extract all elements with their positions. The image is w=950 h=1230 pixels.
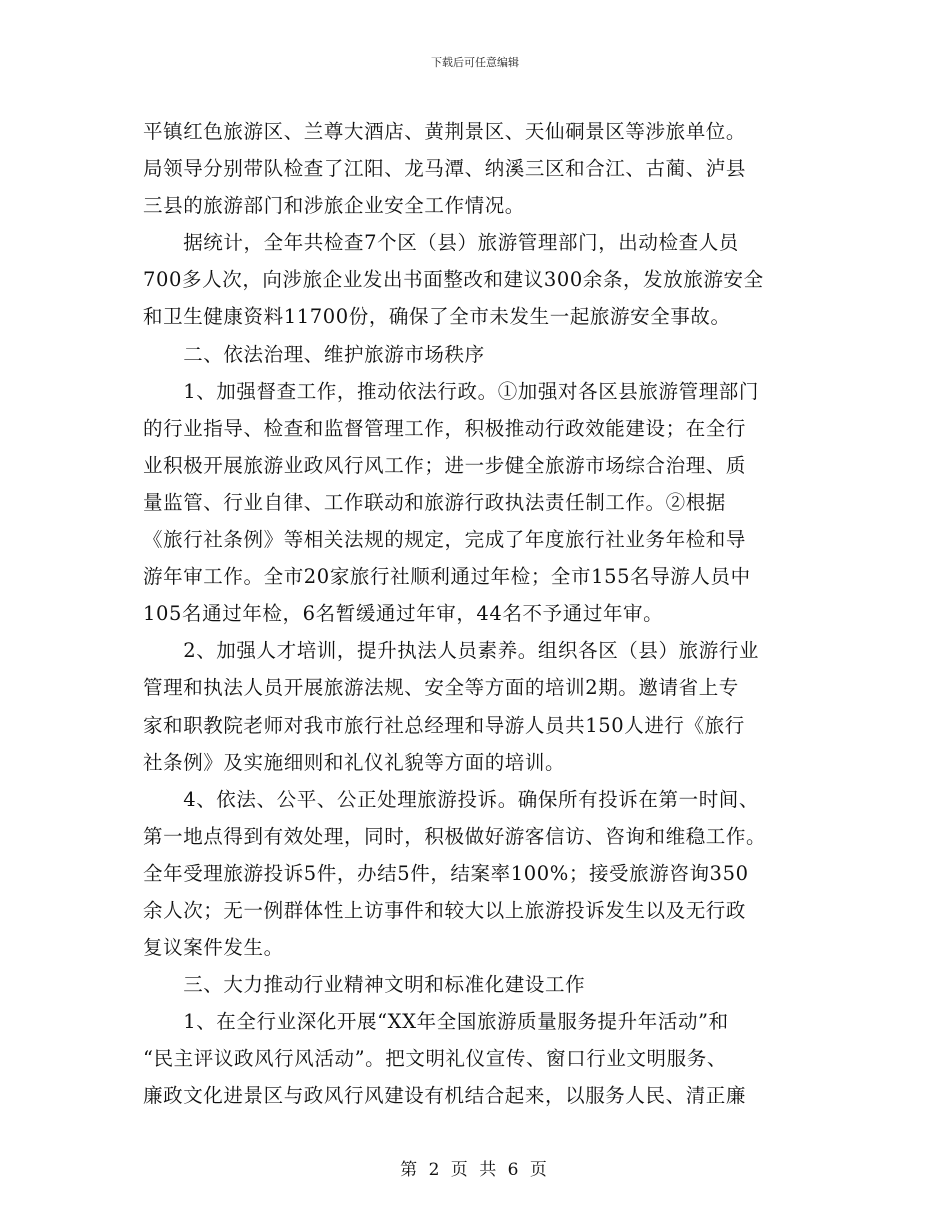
text-line: 三县的旅游部门和涉旅企业安全工作情况。 xyxy=(143,194,525,218)
text-line: 管理和执法人员开展旅游法规、安全等方面的培训2期。邀请省上专 xyxy=(143,676,739,700)
text-line: 廉政文化进景区与政风行风建设有机结合起来，以服务人民、清正廉 xyxy=(143,1084,747,1108)
text-line: 社条例》及实施细则和礼仪礼貌等方面的培训。 xyxy=(143,750,566,774)
text-line: 家和职教院老师对我市旅行社总经理和导游人员共150人进行《旅行 xyxy=(143,713,745,737)
text-line: 量监管、行业自律、工作联动和旅游行政执法责任制工作。②根据 xyxy=(143,490,726,514)
section-heading: 三、大力推动行业精神文明和标准化建设工作 xyxy=(143,973,586,997)
text-line: 平镇红色旅游区、兰尊大酒店、黄荆景区、天仙硐景区等涉旅单位。 xyxy=(143,120,747,143)
page-header: 下载后可任意编辑 xyxy=(431,56,519,69)
text-line: 局领导分别带队检查了江阳、龙马潭、纳溪三区和合江、古蔺、泸县 xyxy=(143,157,747,181)
section-heading: 二、依法治理、维护旅游市场秩序 xyxy=(143,342,485,366)
document-body xyxy=(143,113,811,1115)
text-line: 全年受理旅游投诉5件，办结5件，结案率100%；接受旅游咨询350 xyxy=(143,861,749,885)
text-line: 和卫生健康资料11700份，确保了全市未发生一起旅游安全事故。 xyxy=(143,305,731,329)
text-line: 游年审工作。全市20家旅行社顺利通过年检；全市155名导游人员中 xyxy=(143,565,751,589)
text-line: “民主评议政风行风活动”。把文明礼仪宣传、窗口行业文明服务、 xyxy=(143,1047,727,1071)
text-line: 复议案件发生。 xyxy=(143,936,284,960)
page-number-footer: 第 2 页 共 6 页 xyxy=(400,1160,550,1180)
text-line: 第一地点得到有效处理，同时，积极做好游客信访、咨询和维稳工作。 xyxy=(143,824,767,848)
text-line: 700多人次，向涉旅企业发出书面整改和建议300余条，发放旅游安全 xyxy=(143,268,764,292)
text-line: 105名通过年检，6名暂缓通过年审，44名不予通过年审。 xyxy=(143,602,664,626)
text-line: 据统计，全年共检查7个区（县）旅游管理部门，出动检查人员 xyxy=(143,231,739,255)
text-line: 《旅行社条例》等相关法规的规定，完成了年度旅行社业务年检和导 xyxy=(143,528,747,552)
text-line: 1、在全行业深化开展“XX年全国旅游质量服务提升年活动”和 xyxy=(143,1010,729,1034)
text-line: 余人次；无一例群体性上访事件和较大以上旅游投诉发生以及无行政 xyxy=(143,898,747,922)
text-line: 业积极开展旅游业政风行风工作；进一步健全旅游市场综合治理、质 xyxy=(143,453,747,477)
text-line: 2、加强人才培训，提升执法人员素养。组织各区（县）旅游行业 xyxy=(143,639,760,663)
text-line: 的行业指导、检查和监督管理工作，积极推动行政效能建设；在全行 xyxy=(143,416,747,440)
text-line: 1、加强督查工作，推动依法行政。①加强对各区县旅游管理部门 xyxy=(143,379,760,403)
text-line: 4、依法、公平、公正处理旅游投诉。确保所有投诉在第一时间、 xyxy=(143,787,760,811)
